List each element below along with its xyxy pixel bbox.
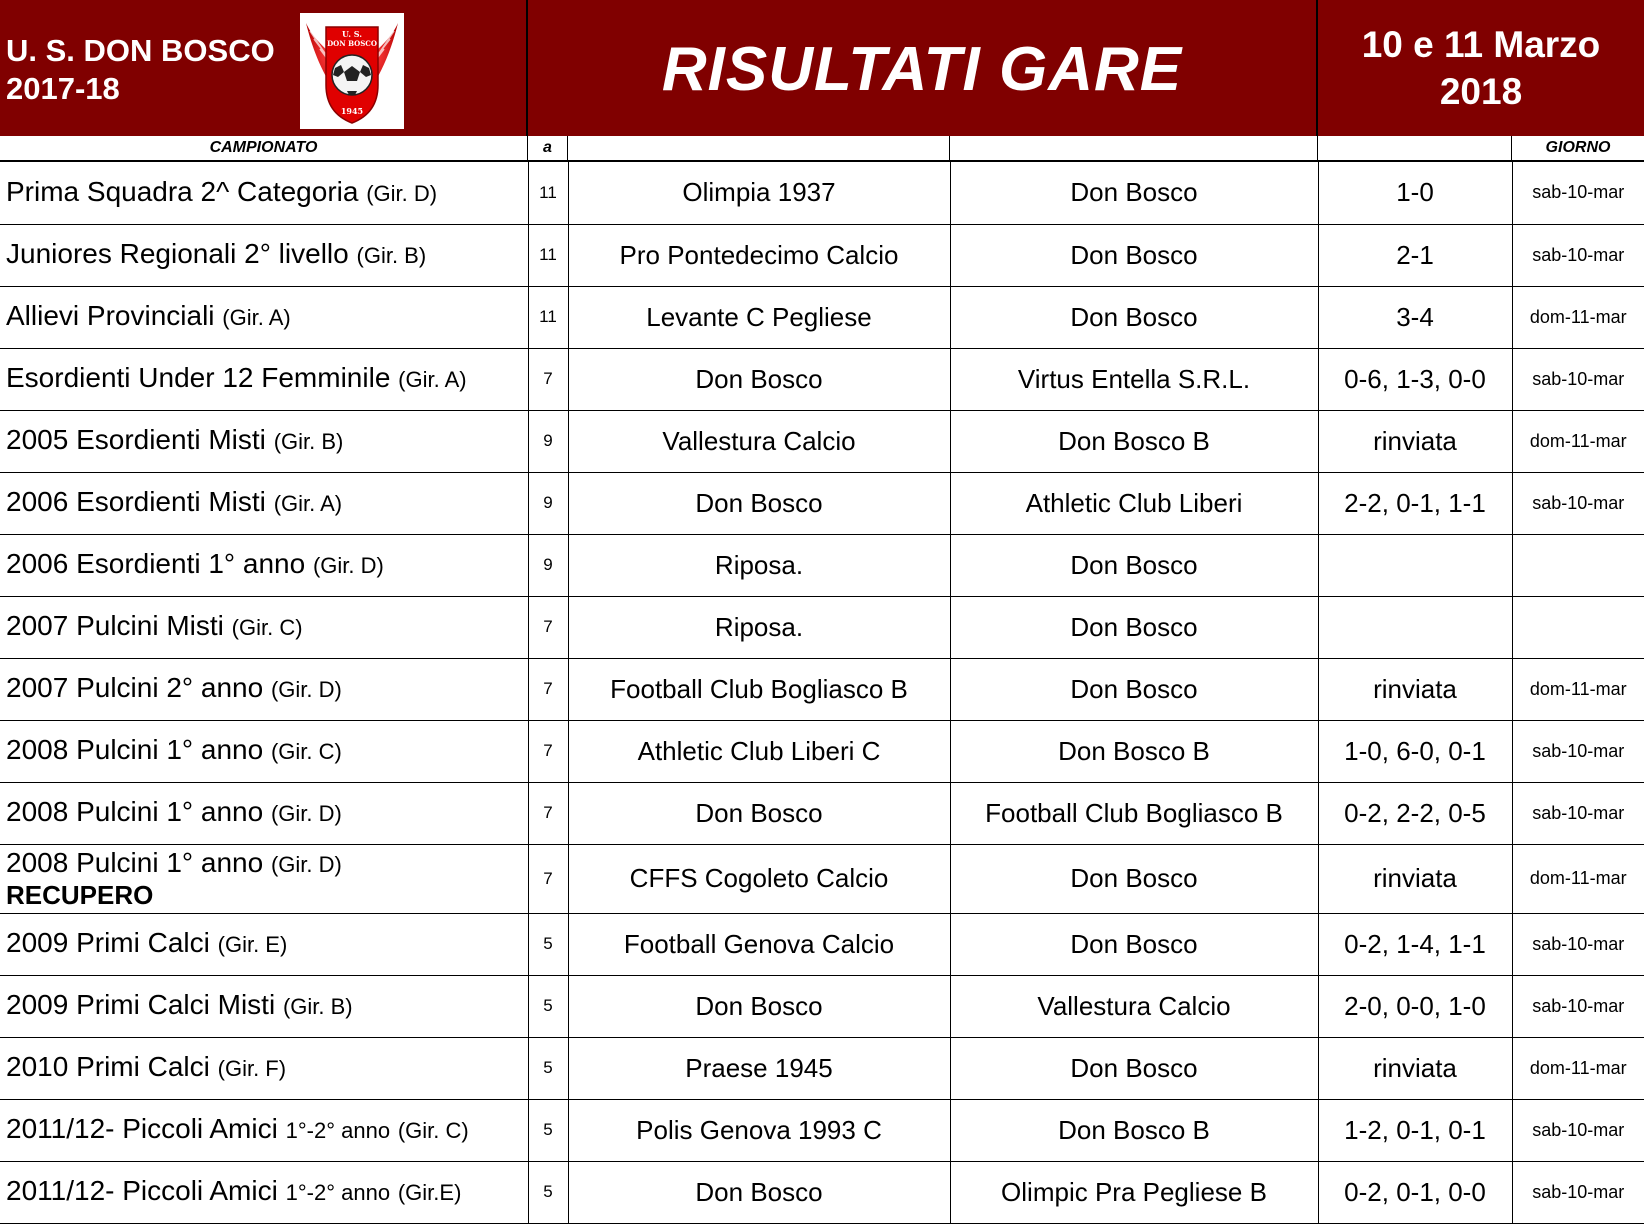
result-cell: 0-2, 1-4, 1-1 <box>1318 913 1512 975</box>
group-label: (Gir. D) <box>270 801 342 826</box>
away-team-cell: Don Bosco <box>950 162 1318 224</box>
championship-line <box>6 848 528 880</box>
date-year: 2018 <box>1439 71 1523 112</box>
home-team-cell: Athletic Club Liberi C <box>568 720 950 782</box>
group-label: (Gir. C) <box>397 1118 469 1143</box>
match-day-cell: sab-10-mar <box>1512 1161 1644 1223</box>
away-team-cell: Football Club Bogliasco B <box>950 782 1318 844</box>
result-cell: rinviata <box>1318 410 1512 472</box>
championship-cell <box>0 720 528 782</box>
championship-line <box>6 928 528 960</box>
group-label: (Gir. D) <box>366 180 438 206</box>
table-row <box>0 975 1644 1037</box>
away-team-cell: Don Bosco <box>950 286 1318 348</box>
match-day-cell: sab-10-mar <box>1512 472 1644 534</box>
round-cell: 9 <box>528 472 568 534</box>
logo-us-text: U. S. <box>341 29 363 39</box>
championship-cell <box>0 348 528 410</box>
round-cell: 5 <box>528 1099 568 1161</box>
away-team-cell: Don Bosco <box>950 1037 1318 1099</box>
group-label: (Gir. A) <box>398 367 467 392</box>
home-team-cell: Don Bosco <box>568 348 950 410</box>
championship-name: 2008 Pulcini 1° anno <box>6 796 264 827</box>
championship-cell <box>0 1037 528 1099</box>
away-team-cell: Don Bosco <box>950 534 1318 596</box>
match-day-cell: sab-10-mar <box>1512 1099 1644 1161</box>
season-line: 2017-18 <box>6 71 120 106</box>
championship-name: 2006 Esordienti 1° anno <box>6 548 306 579</box>
group-label: (Gir. D) <box>312 553 384 578</box>
table-row <box>0 658 1644 720</box>
table-row <box>0 162 1644 224</box>
table-row <box>0 1037 1644 1099</box>
championship-name: 2005 Esordienti Misti <box>6 424 266 455</box>
round-cell: 7 <box>528 720 568 782</box>
championship-name: 2011/12- Piccoli Amici <box>6 1113 278 1144</box>
home-team-cell: Don Bosco <box>568 782 950 844</box>
match-day-cell: sab-10-mar <box>1512 348 1644 410</box>
round-cell: 5 <box>528 975 568 1037</box>
table-row <box>0 596 1644 658</box>
championship-cell <box>0 596 528 658</box>
round-cell: 7 <box>528 782 568 844</box>
championship-name: Esordienti Under 12 Femminile <box>6 362 391 393</box>
championship-cell <box>0 1099 528 1161</box>
home-team-cell: Don Bosco <box>568 975 950 1037</box>
group-label: (Gir. A) <box>222 305 291 330</box>
match-day-cell: sab-10-mar <box>1512 782 1644 844</box>
result-cell <box>1318 596 1512 658</box>
championship-name: 2008 Pulcini 1° anno <box>6 734 264 765</box>
club-header <box>0 0 528 136</box>
round-cell: 7 <box>528 658 568 720</box>
group-label: (Gir.E) <box>397 1180 462 1205</box>
group-label: (Gir. A) <box>273 491 343 516</box>
logo-year-text: 1945 <box>340 106 364 116</box>
col-round: a <box>528 136 568 160</box>
recupero-label: RECUPERO <box>6 879 154 910</box>
championship-name: Allievi Provinciali <box>6 300 215 331</box>
col-campionato: CAMPIONATO <box>0 136 528 160</box>
table-row <box>0 782 1644 844</box>
championship-cell <box>0 658 528 720</box>
home-team-cell: Football Club Bogliasco B <box>568 658 950 720</box>
championship-line <box>6 363 528 395</box>
away-team-cell: Don Bosco B <box>950 410 1318 472</box>
match-day-cell: sab-10-mar <box>1512 720 1644 782</box>
championship-line <box>6 425 528 457</box>
col-result <box>1318 136 1512 160</box>
match-day-cell: sab-10-mar <box>1512 162 1644 224</box>
match-day-cell: dom-11-mar <box>1512 410 1644 472</box>
championship-name: 2008 Pulcini 1° anno <box>6 846 264 878</box>
round-cell: 11 <box>528 162 568 224</box>
group-label: (Gir. F) <box>217 1056 287 1081</box>
round-cell: 5 <box>528 1037 568 1099</box>
home-team-cell: Pro Pontedecimo Calcio <box>568 224 950 286</box>
away-team-cell: Don Bosco <box>950 596 1318 658</box>
championship-cell <box>0 162 528 224</box>
group-label: (Gir. D) <box>270 851 342 877</box>
result-cell: rinviata <box>1318 658 1512 720</box>
column-header-row <box>0 136 1644 162</box>
championship-line <box>6 301 528 333</box>
championship-cell <box>0 975 528 1037</box>
away-team-cell: Olimpic Pra Pegliese B <box>950 1161 1318 1223</box>
table-row <box>0 720 1644 782</box>
table-row <box>0 913 1644 975</box>
away-team-cell: Athletic Club Liberi <box>950 472 1318 534</box>
home-team-cell: CFFS Cogoleto Calcio <box>568 844 950 913</box>
table-row <box>0 844 1644 913</box>
championship-cell <box>0 472 528 534</box>
club-name <box>6 32 275 108</box>
championship-name: 2007 Pulcini Misti <box>6 610 224 641</box>
championship-cell <box>0 224 528 286</box>
match-day-cell <box>1512 534 1644 596</box>
championship-cell <box>0 410 528 472</box>
title-header <box>528 0 1318 136</box>
match-day-cell: dom-11-mar <box>1512 658 1644 720</box>
table-row <box>0 224 1644 286</box>
logo-club-text: DON BOSCO <box>327 39 377 48</box>
away-team-cell: Don Bosco <box>950 844 1318 913</box>
club-crest-icon <box>300 13 404 129</box>
championship-name: 2007 Pulcini 2° anno <box>6 672 264 703</box>
table-row <box>0 472 1644 534</box>
championship-name: 2011/12- Piccoli Amici <box>6 1175 278 1206</box>
championship-cell <box>0 913 528 975</box>
result-cell: 2-2, 0-1, 1-1 <box>1318 472 1512 534</box>
championship-line <box>6 177 528 209</box>
result-cell: 1-0, 6-0, 0-1 <box>1318 720 1512 782</box>
round-cell: 7 <box>528 348 568 410</box>
result-cell: 0-6, 1-3, 0-0 <box>1318 348 1512 410</box>
championship-subtitle: 1°-2° anno <box>285 1118 391 1143</box>
match-day-cell: dom-11-mar <box>1512 1037 1644 1099</box>
match-day-cell: sab-10-mar <box>1512 975 1644 1037</box>
result-cell: 0-2, 0-1, 0-0 <box>1318 1161 1512 1223</box>
match-day-cell: dom-11-mar <box>1512 844 1644 913</box>
round-cell: 11 <box>528 286 568 348</box>
result-cell: 1-0 <box>1318 162 1512 224</box>
match-day-cell: sab-10-mar <box>1512 224 1644 286</box>
championship-name: 2010 Primi Calci <box>6 1051 210 1082</box>
results-table <box>0 162 1644 1224</box>
championship-line <box>6 735 528 767</box>
group-label: (Gir. B) <box>282 994 353 1019</box>
result-cell: 3-4 <box>1318 286 1512 348</box>
table-row <box>0 410 1644 472</box>
match-day-cell: dom-11-mar <box>1512 286 1644 348</box>
table-row <box>0 534 1644 596</box>
championship-subtitle: 1°-2° anno <box>285 1180 391 1205</box>
away-team-cell: Don Bosco B <box>950 1099 1318 1161</box>
championship-cell <box>0 534 528 596</box>
championship-name: 2009 Primi Calci <box>6 927 210 958</box>
home-team-cell: Don Bosco <box>568 1161 950 1223</box>
result-cell: 2-0, 0-0, 1-0 <box>1318 975 1512 1037</box>
championship-line <box>6 611 528 643</box>
championship-line <box>6 990 528 1022</box>
championship-name: Juniores Regionali 2° livello <box>6 238 349 269</box>
round-cell: 11 <box>528 224 568 286</box>
home-team-cell: Praese 1945 <box>568 1037 950 1099</box>
away-team-cell: Don Bosco <box>950 658 1318 720</box>
home-team-cell: Don Bosco <box>568 472 950 534</box>
championship-line <box>6 1052 528 1084</box>
championship-line <box>6 1176 528 1208</box>
championship-line <box>6 549 528 581</box>
championship-cell <box>0 1161 528 1223</box>
result-cell: rinviata <box>1318 844 1512 913</box>
group-label: (Gir. E) <box>217 932 288 957</box>
group-label: (Gir. D) <box>270 677 342 702</box>
date-header <box>1318 0 1644 136</box>
result-cell <box>1318 534 1512 596</box>
home-team-cell: Polis Genova 1993 C <box>568 1099 950 1161</box>
result-cell: 0-2, 2-2, 0-5 <box>1318 782 1512 844</box>
col-home <box>568 136 950 160</box>
championship-line <box>6 673 528 705</box>
championship-cell <box>0 286 528 348</box>
group-label: (Gir. B) <box>356 243 427 268</box>
championship-name: Prima Squadra 2^ Categoria <box>6 175 359 207</box>
group-label: (Gir. B) <box>273 429 344 454</box>
away-team-cell: Virtus Entella S.R.L. <box>950 348 1318 410</box>
round-cell: 5 <box>528 1161 568 1223</box>
away-team-cell: Don Bosco B <box>950 720 1318 782</box>
championship-line <box>6 487 528 519</box>
table-row <box>0 1161 1644 1223</box>
round-cell: 9 <box>528 534 568 596</box>
results-body <box>0 162 1644 1223</box>
result-cell: 2-1 <box>1318 224 1512 286</box>
club-logo <box>300 13 404 129</box>
championship-cell <box>0 782 528 844</box>
championship-cell <box>0 844 528 913</box>
round-cell: 5 <box>528 913 568 975</box>
championship-name: 2009 Primi Calci Misti <box>6 989 276 1020</box>
round-cell: 7 <box>528 844 568 913</box>
championship-line <box>6 797 528 829</box>
home-team-cell: Riposa. <box>568 596 950 658</box>
away-team-cell: Vallestura Calcio <box>950 975 1318 1037</box>
away-team-cell: Don Bosco <box>950 913 1318 975</box>
home-team-cell: Vallestura Calcio <box>568 410 950 472</box>
match-day-cell: sab-10-mar <box>1512 913 1644 975</box>
result-cell: rinviata <box>1318 1037 1512 1099</box>
col-giorno: GIORNO <box>1545 139 1611 156</box>
result-cell: 1-2, 0-1, 0-1 <box>1318 1099 1512 1161</box>
round-cell: 9 <box>528 410 568 472</box>
col-away <box>950 136 1318 160</box>
table-row <box>0 1099 1644 1161</box>
home-team-cell: Levante C Pegliese <box>568 286 950 348</box>
away-team-cell: Don Bosco <box>950 224 1318 286</box>
club-name-line: U. S. DON BOSCO <box>6 33 275 68</box>
home-team-cell: Riposa. <box>568 534 950 596</box>
championship-name: 2006 Esordienti Misti <box>6 486 266 517</box>
date-days: 10 e 11 Marzo <box>1361 24 1601 65</box>
page-title: RISULTATI GARE <box>661 35 1183 104</box>
championship-line <box>6 1114 528 1146</box>
match-day-cell <box>1512 596 1644 658</box>
home-team-cell: Olimpia 1937 <box>568 162 950 224</box>
home-team-cell: Football Genova Calcio <box>568 913 950 975</box>
group-label: (Gir. C) <box>231 615 303 640</box>
table-row <box>0 348 1644 410</box>
round-cell: 7 <box>528 596 568 658</box>
table-row <box>0 286 1644 348</box>
group-label: (Gir. C) <box>270 739 342 764</box>
championship-line <box>6 239 528 271</box>
